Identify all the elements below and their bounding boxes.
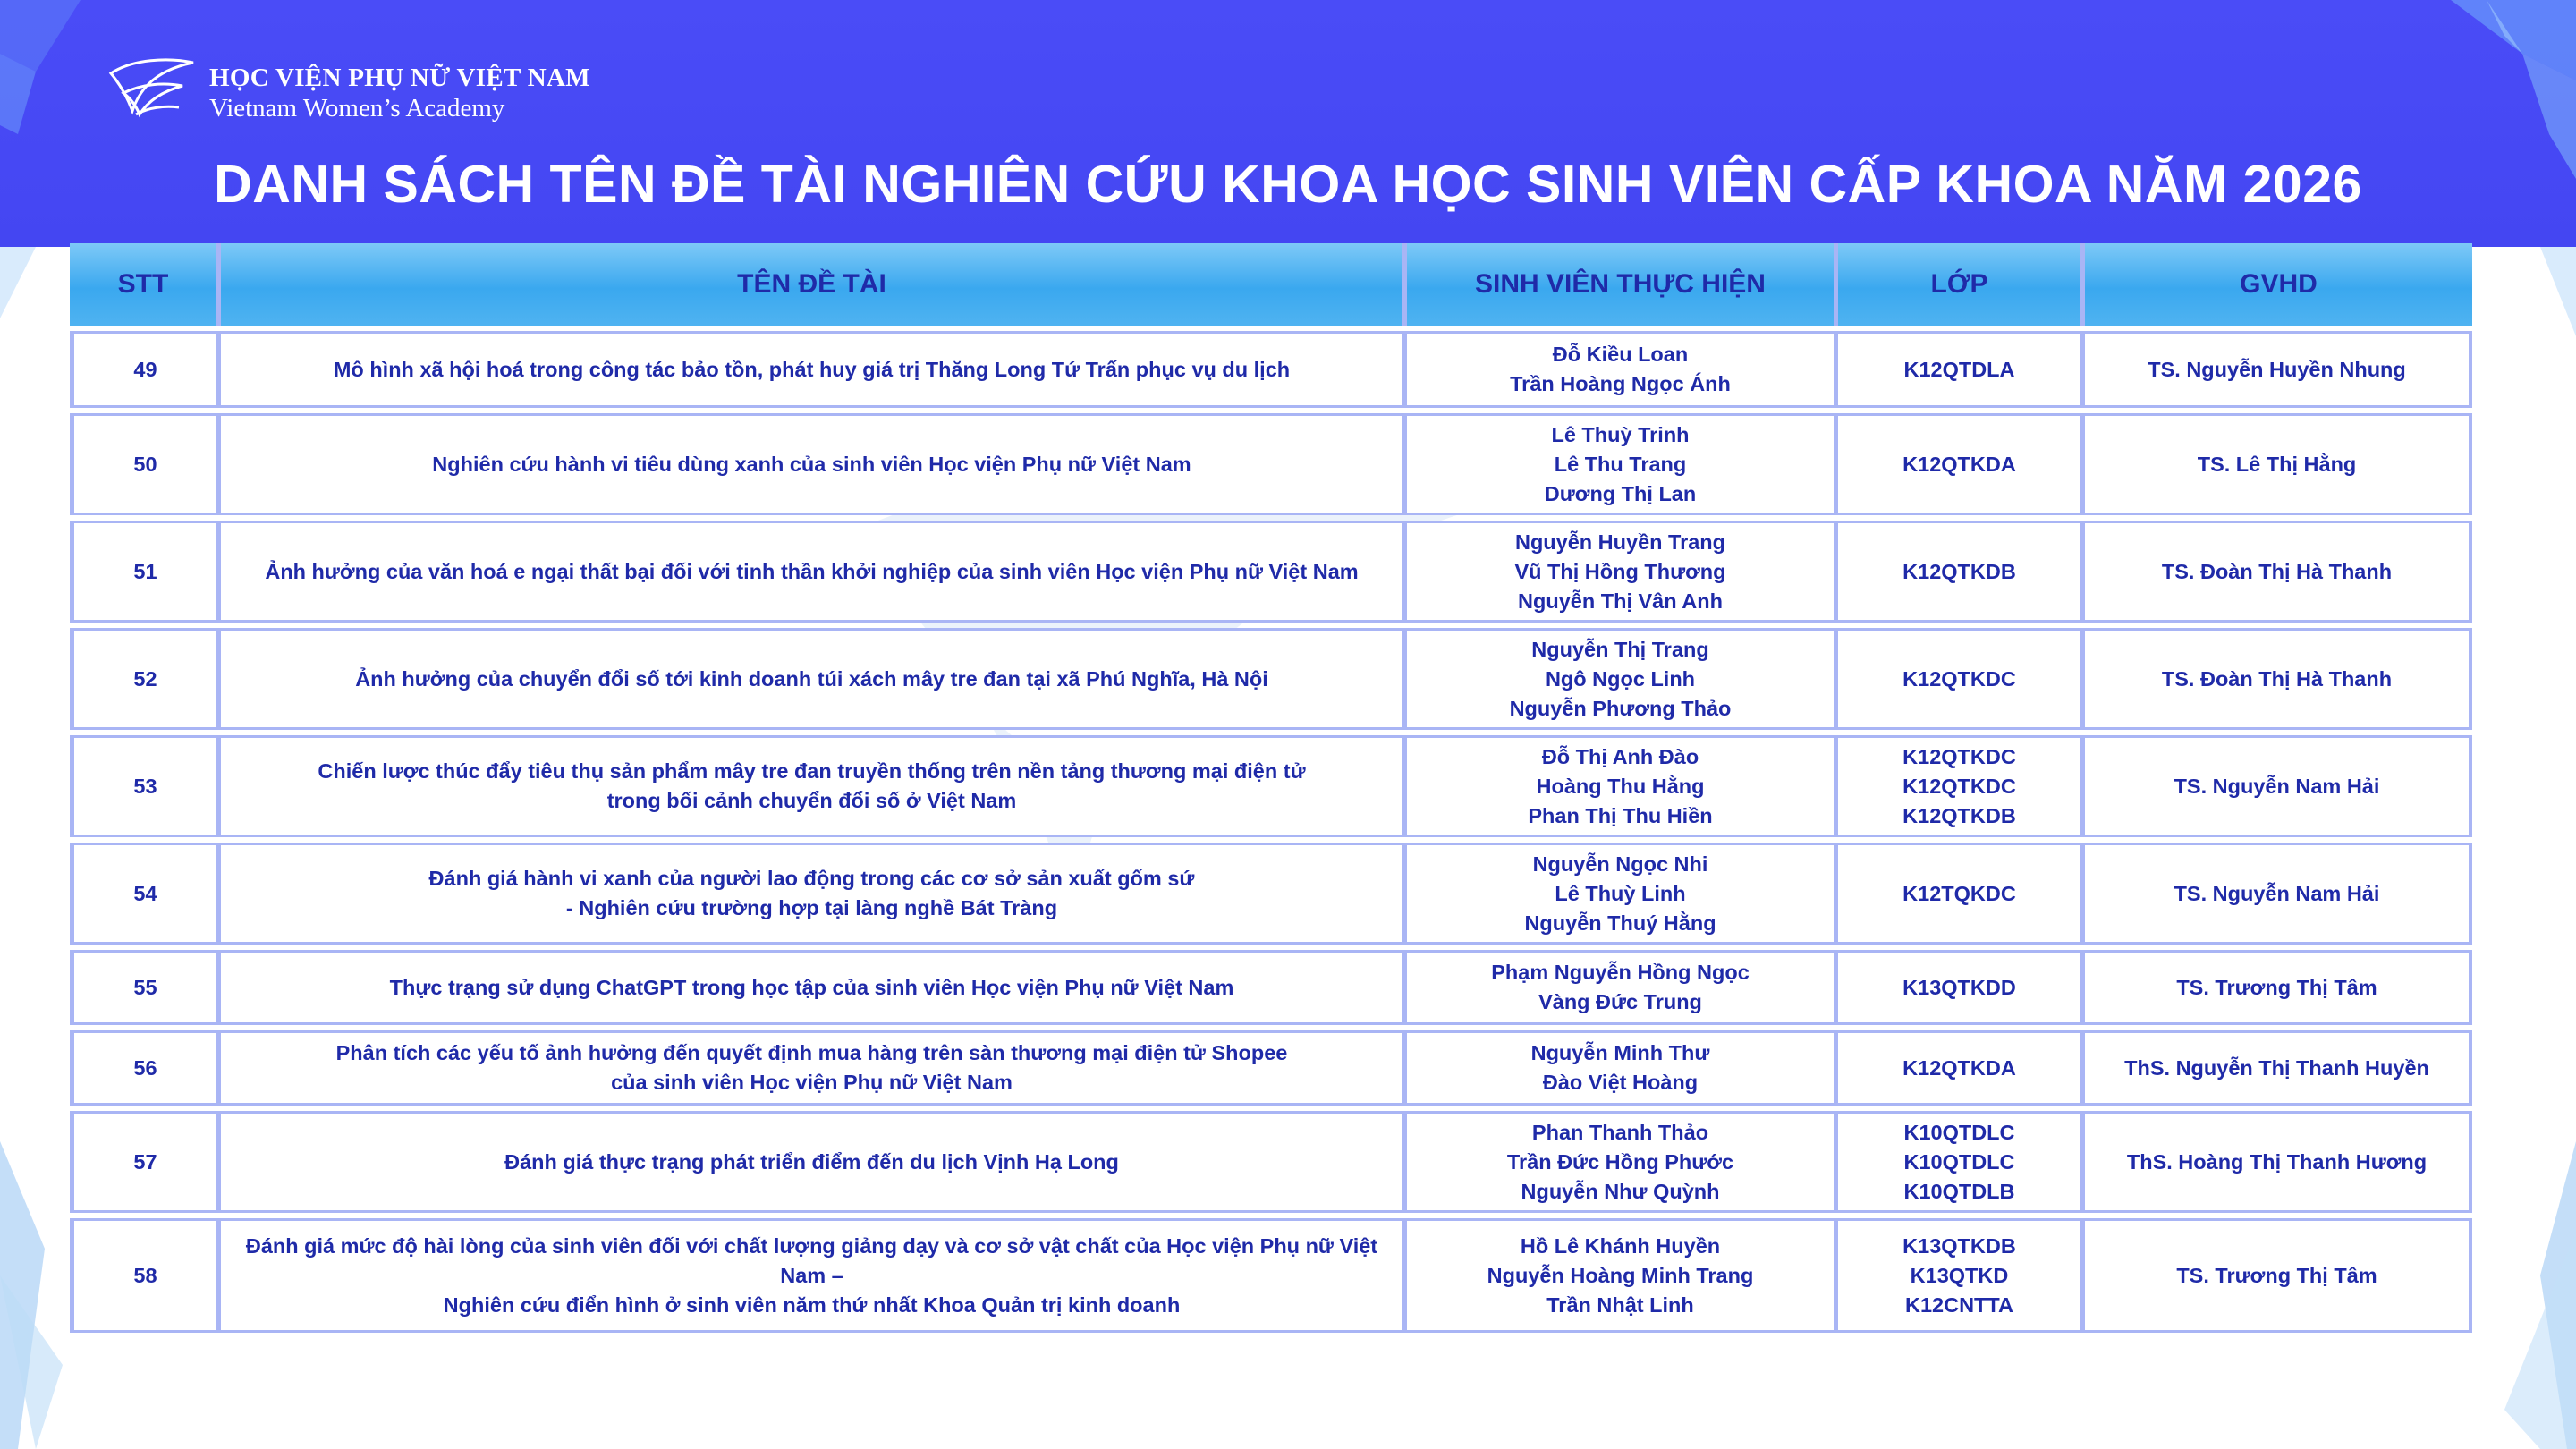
cell-students [1402,1218,1834,1333]
student-name: Vàng Đức Trung [1538,990,1702,1013]
column-header-students: SINH VIÊN THỰC HIỆN [1402,243,1834,326]
cell-advisor: TS. Nguyễn Nam Hải [2080,735,2472,837]
cell-advisor: TS. Đoàn Thị Hà Thanh [2080,521,2472,623]
table-row [70,735,2472,837]
student-name: Nguyễn Ngọc Nhi [1532,852,1708,876]
cell-stt: 53 [70,735,216,837]
cell-class [1834,1218,2080,1333]
class-code: K10QTDLC [1903,1149,2015,1174]
cell-title [216,1030,1402,1106]
cell-students [1402,628,1834,730]
cell-stt: 50 [70,413,216,515]
student-name: Trần Nhật Linh [1546,1292,1694,1317]
student-name: Trần Đức Hồng Phước [1506,1149,1734,1174]
cell-students [1402,735,1834,837]
table-row [70,1030,2472,1106]
student-name: Phan Thị Thu Hiền [1528,803,1713,827]
student-name: Nguyễn Phương Thảo [1509,696,1732,720]
cell-stt: 58 [70,1218,216,1333]
student-name: Nguyễn Thị Vân Anh [1518,589,1723,613]
student-name: Nguyễn Thuý Hằng [1524,911,1716,935]
class-code: K13QTKDD [1902,975,2016,999]
table-row [70,413,2472,515]
cell-title [216,521,1402,623]
title-line: của sinh viên Học viện Phụ nữ Việt Nam [611,1071,1013,1094]
student-name: Nguyễn Thị Trang [1531,637,1709,661]
header-banner [0,0,2576,247]
table-row [70,628,2472,730]
cell-students [1402,331,1834,408]
title-line: Phân tích các yếu tố ảnh hưởng đến quyết định mua hàng trên sàn thương mại điện tử Shopee [335,1041,1288,1064]
side-decoration-left [0,247,72,1449]
table-row [70,331,2472,408]
cell-class [1834,843,2080,945]
title-line: Nghiên cứu hành vi tiêu dùng xanh của sinh viên Học viện Phụ nữ Việt Nam [432,452,1191,476]
table-row [70,1218,2472,1333]
class-code: K12QTKDC [1902,774,2016,798]
table-row [70,843,2472,945]
cell-advisor: TS. Lê Thị Hằng [2080,413,2472,515]
cell-advisor: ThS. Hoàng Thị Thanh Hương [2080,1111,2472,1213]
cell-title [216,413,1402,515]
cell-title [216,950,1402,1025]
cell-class [1834,950,2080,1025]
class-code: K12QTKDC [1902,744,2016,768]
cell-title [216,1218,1402,1333]
academy-bird-logo-icon [106,57,199,129]
cell-stt: 55 [70,950,216,1025]
cell-students [1402,521,1834,623]
class-code: K13QTKD [1910,1263,2009,1287]
student-name: Nguyễn Như Quỳnh [1521,1179,1720,1203]
class-code: K10QTDLB [1903,1179,2015,1203]
student-name: Đỗ Thị Anh Đào [1541,744,1699,768]
column-header-advisor: GVHD [2080,243,2472,326]
cell-students [1402,1111,1834,1213]
class-code: K12TQKDC [1902,881,2016,905]
logo-name: HỌC VIỆN PHỤ NỮ VIỆT NAM [209,64,590,92]
cell-class [1834,413,2080,515]
cell-class [1834,331,2080,408]
cell-advisor: ThS. Nguyễn Thị Thanh Huyền [2080,1030,2472,1106]
student-name: Đỗ Kiều Loan [1552,343,1689,366]
student-name: Vũ Thị Hồng Thương [1514,559,1726,583]
topic-table-container [70,238,2472,1338]
title-line: trong bối cảnh chuyển đổi số ở Việt Nam [606,789,1017,812]
class-code: K12QTKDA [1902,1055,2016,1080]
cell-title [216,1111,1402,1213]
title-line: Nghiên cứu điển hình ở sinh viên năm thứ nhất Khoa Quản trị kinh doanh [443,1292,1181,1317]
cell-advisor: TS. Trương Thị Tâm [2080,950,2472,1025]
class-code: K12QTKDB [1902,803,2016,827]
student-name: Nguyễn Minh Thư [1530,1041,1710,1064]
class-code: K12QTKDB [1902,559,2016,583]
class-code: K12CNTTA [1905,1292,2013,1317]
student-name: Ngô Ngọc Linh [1545,666,1696,691]
student-name: Lê Thuỳ Linh [1555,881,1686,905]
cell-stt: 52 [70,628,216,730]
class-code: K12QTKDA [1902,452,2016,476]
cell-title [216,628,1402,730]
student-name: Lê Thu Trang [1554,452,1687,476]
student-name: Hoàng Thu Hằng [1536,774,1705,798]
title-line: Thực trạng sử dụng ChatGPT trong học tập của sinh viên Học viện Phụ nữ Việt Nam [389,975,1234,999]
cell-stt: 54 [70,843,216,945]
student-name: Nguyễn Huyền Trang [1514,530,1726,554]
cell-advisor: TS. Trương Thị Tâm [2080,1218,2472,1333]
cell-students [1402,950,1834,1025]
title-line: Đánh giá hành vi xanh của người lao động trong các cơ sở sản xuất gốm sứ [428,867,1195,890]
academy-logo [106,57,590,129]
table-row [70,950,2472,1025]
cell-stt: 56 [70,1030,216,1106]
class-code: K12QTDLA [1903,357,2015,381]
class-code: K13QTKDB [1902,1233,2016,1258]
title-line: Đánh giá thực trạng phát triển điểm đến du lịch Vịnh Hạ Long [504,1149,1119,1174]
logo-subtitle: Vietnam Women’s Academy [209,94,505,123]
topic-table [70,238,2472,1338]
column-header-class: LỚP [1834,243,2080,326]
column-header-stt: STT [70,243,216,326]
student-name: Hồ Lê Khánh Huyền [1520,1233,1721,1258]
student-name: Nguyễn Hoàng Minh Trang [1487,1263,1754,1287]
student-name: Dương Thị Lan [1544,481,1697,505]
title-line: Ảnh hưởng của chuyển đổi số tới kinh doanh túi xách mây tre đan tại xã Phú Nghĩa, Hà Nội [355,666,1268,691]
student-name: Phạm Nguyễn Hồng Ngọc [1491,961,1750,984]
class-code: K12QTKDC [1902,666,2016,691]
title-line: Đánh giá mức độ hài lòng của sinh viên đối với chất lượng giảng dạy và cơ sở vật chất của Học viện Phụ nữ Việt Nam – [245,1233,1378,1287]
title-line: Mô hình xã hội hoá trong công tác bảo tồn, phát huy giá trị Thăng Long Tứ Trấn phục vụ du lịch [333,357,1291,381]
cell-students [1402,843,1834,945]
column-header-title: TÊN ĐỀ TÀI [216,243,1402,326]
table-row [70,1111,2472,1213]
title-line: Ảnh hưởng của văn hoá e ngại thất bại đối với tinh thần khởi nghiệp của sinh viên Học viện Phụ nữ Việt Nam [265,559,1359,583]
student-name: Đào Việt Hoàng [1542,1071,1699,1094]
table-header-row [70,243,2472,326]
student-name: Lê Thuỳ Trinh [1551,422,1690,446]
cell-students [1402,413,1834,515]
cell-advisor: TS. Nguyễn Nam Hải [2080,843,2472,945]
cell-title [216,735,1402,837]
cell-class [1834,521,2080,623]
table-row [70,521,2472,623]
title-line: Chiến lược thúc đẩy tiêu thụ sản phẩm mây tre đan truyền thống trên nền tảng thương mại điện tử [318,759,1306,783]
student-name: Phan Thanh Thảo [1531,1120,1709,1144]
side-decoration-right [2487,247,2576,1449]
cell-stt: 49 [70,331,216,408]
cell-class [1834,628,2080,730]
cell-class [1834,1111,2080,1213]
cell-title [216,843,1402,945]
cell-class [1834,1030,2080,1106]
cell-class [1834,735,2080,837]
cell-advisor: TS. Đoàn Thị Hà Thanh [2080,628,2472,730]
cell-stt: 51 [70,521,216,623]
cell-stt: 57 [70,1111,216,1213]
student-name: Trần Hoàng Ngọc Ánh [1510,372,1731,395]
class-code: K10QTDLC [1903,1120,2015,1144]
cell-title [216,331,1402,408]
cell-students [1402,1030,1834,1106]
title-line: - Nghiên cứu trường hợp tại làng nghề Bát Tràng [565,896,1058,919]
page-title: DANH SÁCH TÊN ĐỀ TÀI NGHIÊN CỨU KHOA HỌC SINH VIÊN CẤP KHOA NĂM 2026 [214,155,2362,214]
cell-advisor: TS. Nguyễn Huyền Nhung [2080,331,2472,408]
